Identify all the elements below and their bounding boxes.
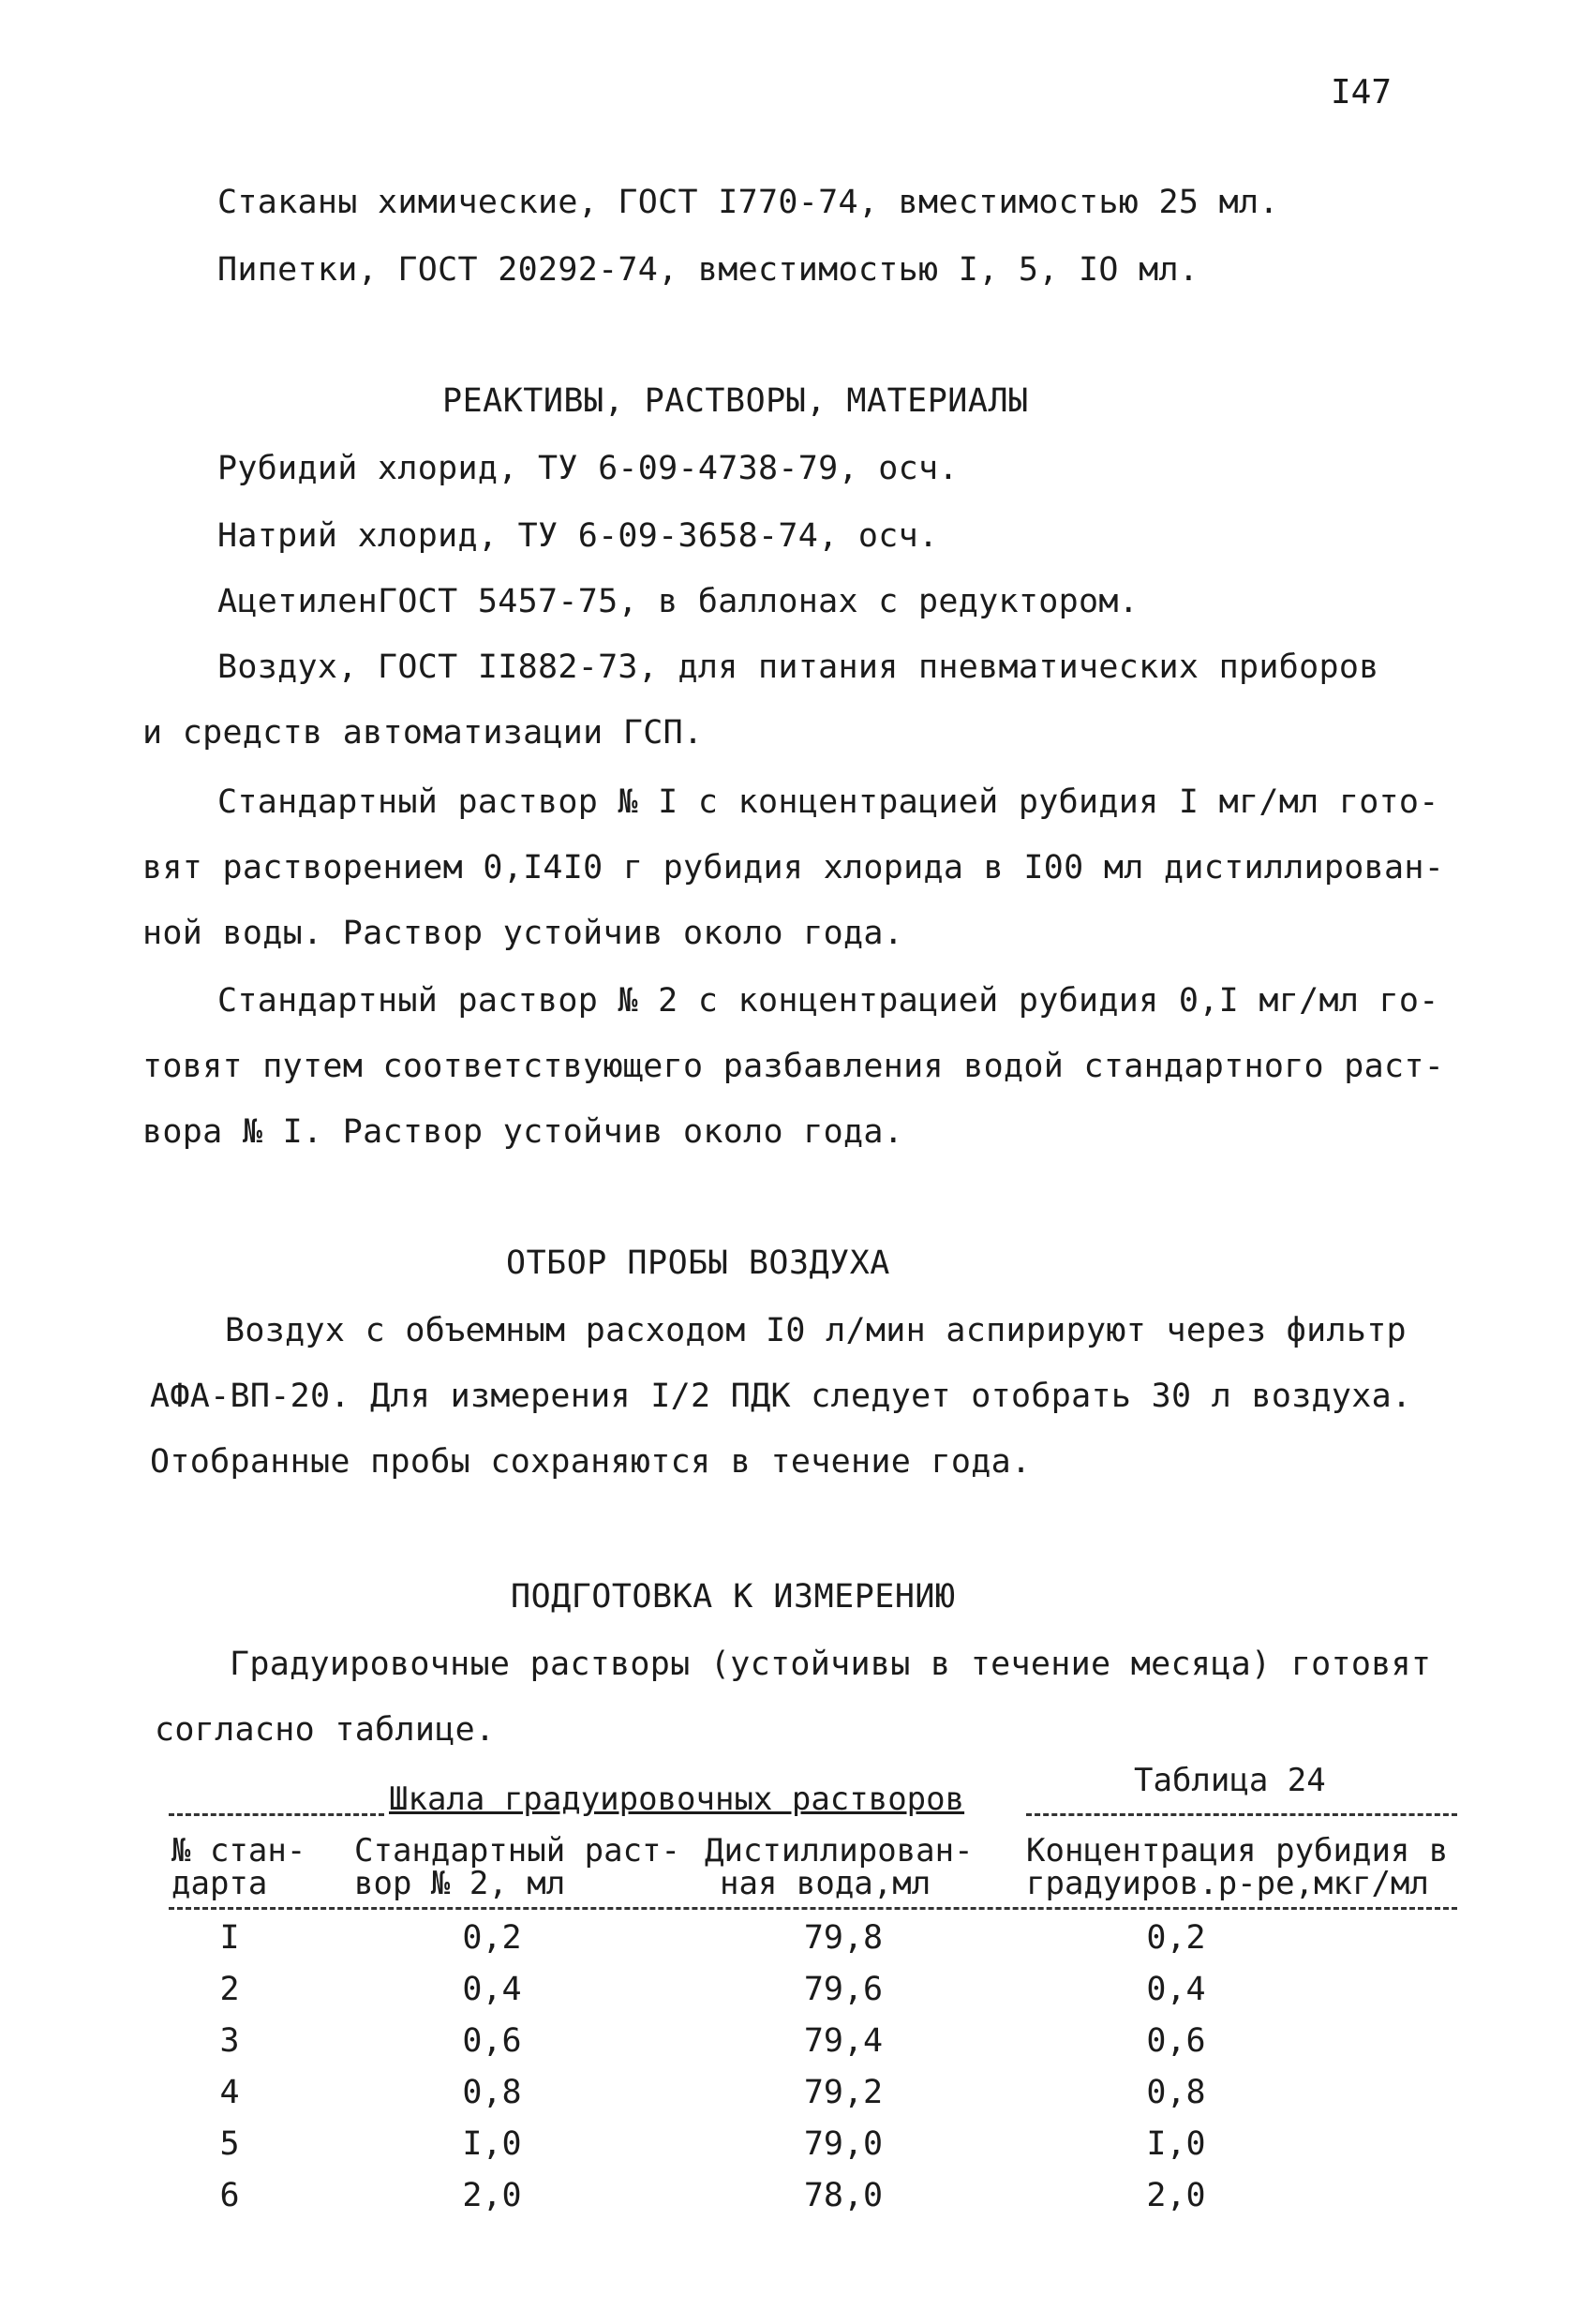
header-col3-line1: Дистиллирован- <box>705 1832 974 1870</box>
cell-concentration: I,0 <box>1146 2125 1206 2163</box>
header-col4-line1: Концентрация рубидия в <box>1026 1832 1449 1870</box>
cell-standard-solution-ml: I,0 <box>462 2125 522 2163</box>
cell-distilled-water-ml: 79,6 <box>803 1971 884 2008</box>
cell-concentration: 0,8 <box>1146 2074 1206 2111</box>
table-title-rule-right <box>1026 1813 1457 1816</box>
header-col2-line1: Стандартный раст- <box>354 1832 680 1870</box>
cell-concentration: 0,4 <box>1146 1971 1206 2008</box>
section-title-reagents: РЕАКТИВЫ, РАСТВОРЫ, МАТЕРИАЛЫ <box>442 382 1029 420</box>
cell-standard-solution-ml: 0,8 <box>462 2074 522 2111</box>
cell-standard-number: 6 <box>219 2177 240 2214</box>
standard-solution-1-line2: вят растворением 0,I4I0 г рубидия хлорида в I00 мл дистиллирован- <box>142 849 1445 886</box>
sampling-line3: Отобранные пробы сохраняются в течение года. <box>150 1443 1032 1481</box>
cell-concentration: 2,0 <box>1146 2177 1206 2214</box>
reagent-sodium-chloride: Натрий хлорид, ТУ 6-09-3658-74, осч. <box>217 517 939 555</box>
cell-standard-solution-ml: 0,2 <box>462 1919 522 1957</box>
header-col1-line1: № стан- <box>171 1832 306 1870</box>
cell-distilled-water-ml: 79,2 <box>803 2074 884 2111</box>
cell-standard-solution-ml: 0,4 <box>462 1971 522 2008</box>
reagent-air-line2: и средств автоматизации ГСП. <box>142 714 704 752</box>
equipment-line-pipettes: Пипетки, ГОСТ 20292-74, вместимостью I, 5, IO мл. <box>217 251 1199 289</box>
header-col1-line2: дарта <box>171 1865 268 1902</box>
header-col4-line2: градуиров.р-ре,мкг/мл <box>1026 1865 1429 1902</box>
cell-standard-number: 2 <box>219 1971 240 2008</box>
reagent-acetylene: АцетиленГОСТ 5457-75, в баллонах с редуктором. <box>217 583 1140 620</box>
cell-concentration: 0,6 <box>1146 2022 1206 2060</box>
cell-standard-number: I <box>219 1919 240 1957</box>
table-label: Таблица 24 <box>1134 1762 1326 1799</box>
page-number: I47 <box>1331 73 1393 112</box>
cell-distilled-water-ml: 78,0 <box>803 2177 884 2214</box>
prep-line1: Градуировочные растворы (устойчивы в течение месяца) готовят <box>230 1646 1432 1683</box>
table-title-rule-left <box>169 1813 384 1816</box>
standard-solution-2-line3: вора № I. Раствор устойчив около года. <box>142 1113 904 1151</box>
table-title: Шкала градуировочных растворов <box>389 1780 965 1818</box>
sampling-line2: АФА-ВП-20. Для измерения I/2 ПДК следует отобрать 30 л воздуха. <box>150 1378 1412 1415</box>
cell-distilled-water-ml: 79,8 <box>803 1919 884 1957</box>
standard-solution-2-line1: Стандартный раствор № 2 с концентрацией рубидия 0,I мг/мл го- <box>217 982 1439 1020</box>
reagent-rubidium-chloride: Рубидий хлорид, ТУ 6-09-4738-79, осч. <box>217 450 959 487</box>
cell-standard-number: 4 <box>219 2074 240 2111</box>
cell-standard-solution-ml: 2,0 <box>462 2177 522 2214</box>
reagent-air-line1: Воздух, ГОСТ II882-73, для питания пневматических приборов <box>217 648 1379 686</box>
table-header-rule <box>169 1907 1457 1910</box>
cell-standard-number: 3 <box>219 2022 240 2060</box>
standard-solution-1-line3: ной воды. Раствор устойчив около года. <box>142 915 904 952</box>
standard-solution-2-line2: товят путем соответствующего разбавления водой стандартного раст- <box>142 1048 1445 1085</box>
prep-line2: согласно таблице. <box>155 1711 496 1749</box>
header-col3-line2: ная вода,мл <box>720 1865 931 1902</box>
cell-distilled-water-ml: 79,0 <box>803 2125 884 2163</box>
cell-standard-solution-ml: 0,6 <box>462 2022 522 2060</box>
equipment-line-beakers: Стаканы химические, ГОСТ I770-74, вместимостью 25 мл. <box>217 184 1279 221</box>
section-title-preparation: ПОДГОТОВКА К ИЗМЕРЕНИЮ <box>511 1578 956 1616</box>
cell-concentration: 0,2 <box>1146 1919 1206 1957</box>
section-title-sampling: ОТБОР ПРОБЫ ВОЗДУХА <box>506 1244 890 1282</box>
sampling-line1: Воздух с объемным расходом I0 л/мин аспирируют через фильтр <box>225 1312 1407 1349</box>
header-col2-line2: вор № 2, мл <box>354 1865 566 1902</box>
cell-standard-number: 5 <box>219 2125 240 2163</box>
cell-distilled-water-ml: 79,4 <box>803 2022 884 2060</box>
standard-solution-1-line1: Стандартный раствор № I с концентрацией рубидия I мг/мл гото- <box>217 783 1439 821</box>
